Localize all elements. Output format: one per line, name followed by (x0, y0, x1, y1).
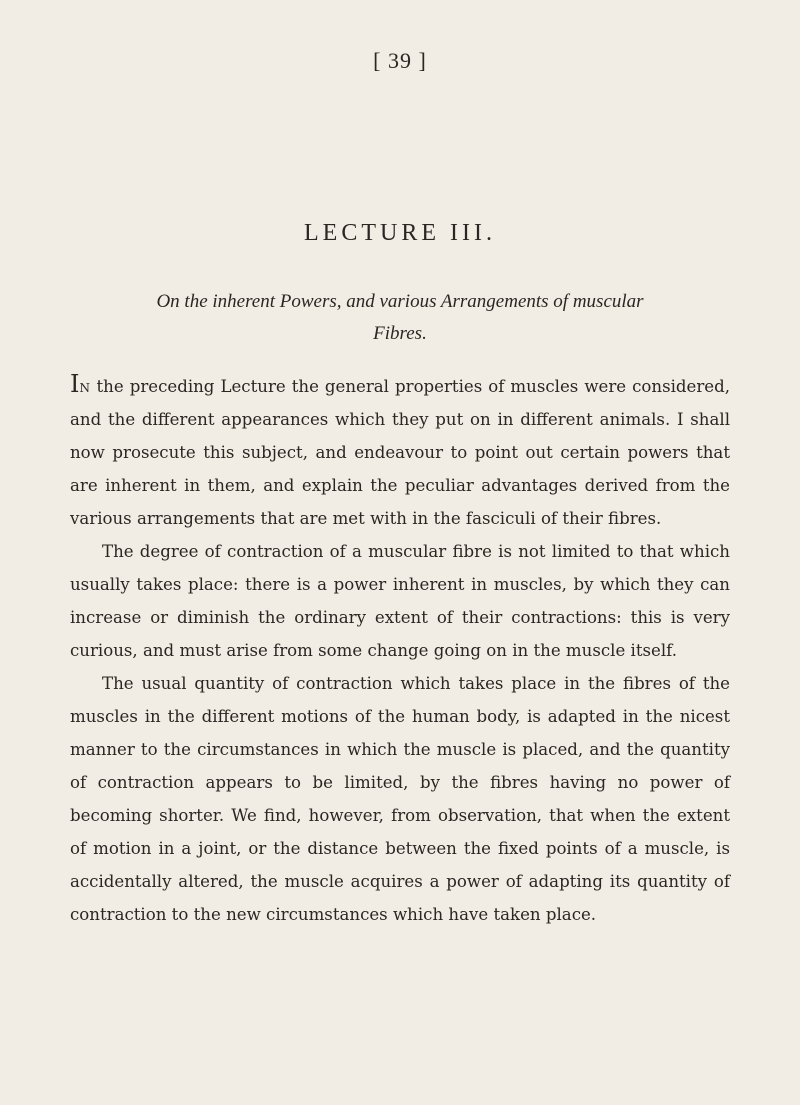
paragraph-3: The usual quantity of contraction which takes place in the fibres of the muscles in the different motions of the human body, is adapted in the nicest manner to the circumstances in which the muscle is placed, and the quantity of contraction appears to be limited, by the fibres having no power of becoming shorter. We find, however, from observation, that when the extent of motion in a joint, or the distance between the fixed points of a muscle, is accidentally altered, the muscle acquires a power of adapting its quantity of contraction to the new circumstances which have taken place. (70, 674, 730, 924)
drop-cap-tail: n (79, 377, 91, 396)
paragraph-1-text: the preceding Lecture the general properties of muscles were considered, and the different appearances which they put on in different animals. I shall now prosecute this subject, and endeavour to point out certain powers that are inherent in them, and explain the peculiar advantages derived from the various arrangements that are met with in the fasciculi of their fibres. (70, 377, 730, 528)
drop-cap: I (70, 370, 80, 398)
paragraph-1 (70, 370, 730, 535)
lecture-subtitle (70, 286, 730, 350)
page-number: [ 39 ] (373, 48, 427, 73)
subtitle-line-1: On the inherent Powers, and various Arrangements of muscular (156, 291, 644, 312)
subtitle-line-2: Fibres. (373, 323, 427, 344)
paragraph-2: The degree of contraction of a muscular fibre is not limited to that which usually takes place: there is a power inherent in muscles, by which they can increase or diminish the ordinary extent of their contractions: this is very curious, and must arise from some change going on in the muscle itself. (70, 542, 730, 660)
body-text (70, 370, 730, 931)
lecture-title: LECTURE III. (304, 220, 496, 246)
